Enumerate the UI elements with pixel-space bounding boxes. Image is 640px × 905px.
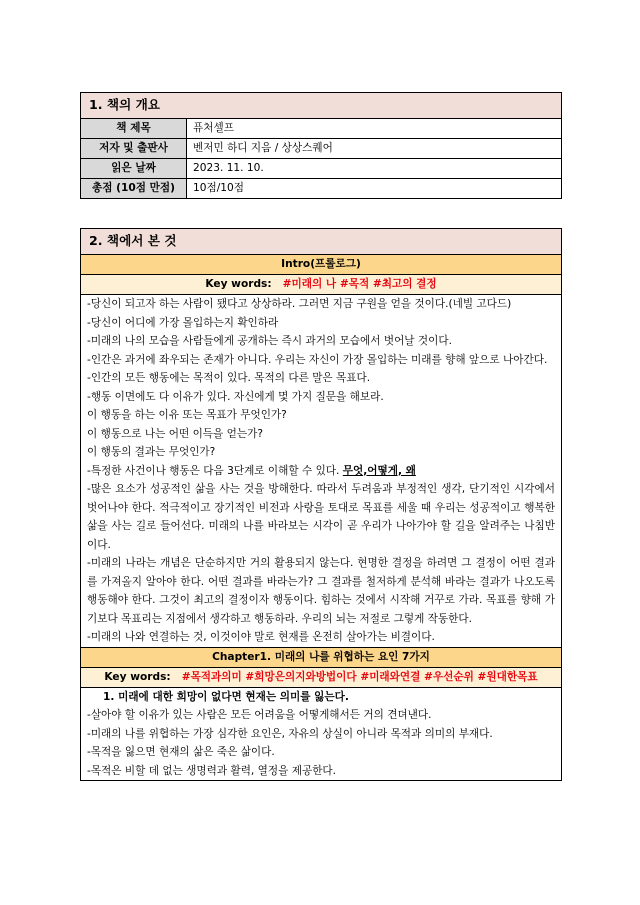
row-label-date: 읽은 날짜 (81, 159, 187, 179)
section-title-overview: 1. 책의 개요 (81, 93, 562, 119)
row-label-score: 총점 (10점 만점) (81, 179, 187, 199)
chapter1-keywords-row (81, 667, 562, 687)
table-row (81, 119, 562, 139)
table-row (81, 159, 562, 179)
book-overview-table (80, 92, 562, 199)
intro-keywords: #미래의 나 #목적 #최고의 결정 (282, 278, 437, 291)
note-line: 이 행동을 하는 이유 또는 목표가 무엇인가? (87, 409, 287, 421)
keywords-label: Key words: (205, 278, 272, 291)
note-line: -인간은 과거에 좌우되는 존재가 아니다. 우리는 자신이 가장 몰입하는 미래를 향해 앞으로 나아간다. (87, 353, 548, 366)
note-line: 이 행동으로 나는 어떤 이득을 얻는가? (87, 427, 263, 440)
chapter1-heading: Chapter1. 미래의 나를 위협하는 요인 7가지 (81, 647, 562, 667)
table-row (81, 179, 562, 199)
note-line-steps (87, 462, 555, 481)
keywords-label: Key words: (104, 670, 171, 683)
intro-notes (81, 295, 562, 648)
read-date-value: 2023. 11. 10. (187, 159, 562, 179)
author-value: 벤저민 하디 지음 / 상상스퀘어 (187, 139, 562, 159)
table-row (81, 139, 562, 159)
note-line: -미래의 나를 위협하는 가장 심각한 요인은, 자유의 상실이 아니라 목적과 의미의 부재다. (87, 727, 493, 740)
reading-notes-table (80, 228, 562, 781)
note-line: -목적은 비할 데 없는 생명력과 활력, 열정을 제공한다. (87, 764, 337, 777)
note-line: -미래의 나와 연결하는 것, 이것이야 말로 현재를 온전히 살아가는 비결이다. (87, 631, 435, 643)
note-line: -당신이 어디에 가장 몰입하는지 확인하라 (87, 316, 279, 329)
chapter1-keywords: #목적과의미 #희망은의지와방법이다 #미래와연결 #우선순위 #원대한목표 (181, 670, 538, 683)
note-line: -목적을 잃으면 현재의 삶은 죽은 삶이다. (87, 746, 275, 758)
note-line: -인간의 모든 행동에는 목적이 있다. 목적의 다른 말은 목표다. (87, 372, 371, 384)
note-line: -행동 이면에도 다 이유가 있다. 자신에게 몇 가지 질문을 해보라. (87, 390, 384, 403)
book-title-value: 퓨처셀프 (187, 119, 562, 139)
steps-emphasis: 무엇,어떻게, 왜 (342, 464, 416, 477)
intro-keywords-row (81, 275, 562, 295)
note-line: 이 행동의 결과는 무엇인가? (87, 446, 216, 458)
note-line: -살아야 할 이유가 있는 사람은 모든 어려움을 어떻게해서든 거의 견뎌낸다. (87, 709, 432, 721)
section-title-notes: 2. 책에서 본 것 (81, 229, 562, 255)
chapter1-notes (81, 687, 562, 781)
row-label-title: 책 제목 (81, 119, 187, 139)
note-paragraph: -미래의 나라는 개념은 단순하지만 거의 활용되지 않는다. 현명한 결정을 하려면 그 결정이 어떤 결과를 가져올지 알아야 한다. 어떤 결과를 바라는가? 그 결과를 철저하게 분석해 바라는 결과가 나오도록 행동해야 한다. 그것이 최고의 결정이자 행동이다. 힘하는 것에서 시작해 거꾸로 가라. 목표를 향해 가기보다 목표리는 지점에서 생각하고 행동하라. 우리의 뇌는 저절로 그렇게 작동한다. (87, 557, 555, 625)
chapter1-subheading: 1. 미래에 대한 희망이 없다면 현재는 의미를 잃는다. (103, 690, 349, 703)
note-paragraph: -많은 요소가 성공적인 삶을 사는 것을 방해한다. 따라서 두려움과 부정적인 생각, 단기적인 시각에서 벗어나야 한다. 적극적이고 장기적인 비전과 사랑을 토대로 목표를 세울 때 우리는 성공적이고 행복한 삶을 사는 길로 들어선다. 미래의 나를 바라보는 시각이 곧 우리가 나아가야 할 길을 알려주는 나침반이다. (87, 483, 555, 551)
score-value: 10점/10점 (187, 179, 562, 199)
steps-text: -특정한 사건이나 행동은 다음 3단계로 이해할 수 있다. (87, 464, 343, 477)
note-line: -미래의 나의 모습을 사람들에게 공개하는 즉시 과거의 모습에서 벗어날 것이다. (87, 335, 452, 347)
row-label-author: 저자 및 출판사 (81, 139, 187, 159)
intro-heading: Intro(프롤로그) (81, 255, 562, 275)
note-line: -당신이 되고자 하는 사람이 됐다고 상상하라. 그러면 지금 구원을 얻을 것이다.(네빌 고다드) (87, 298, 512, 310)
